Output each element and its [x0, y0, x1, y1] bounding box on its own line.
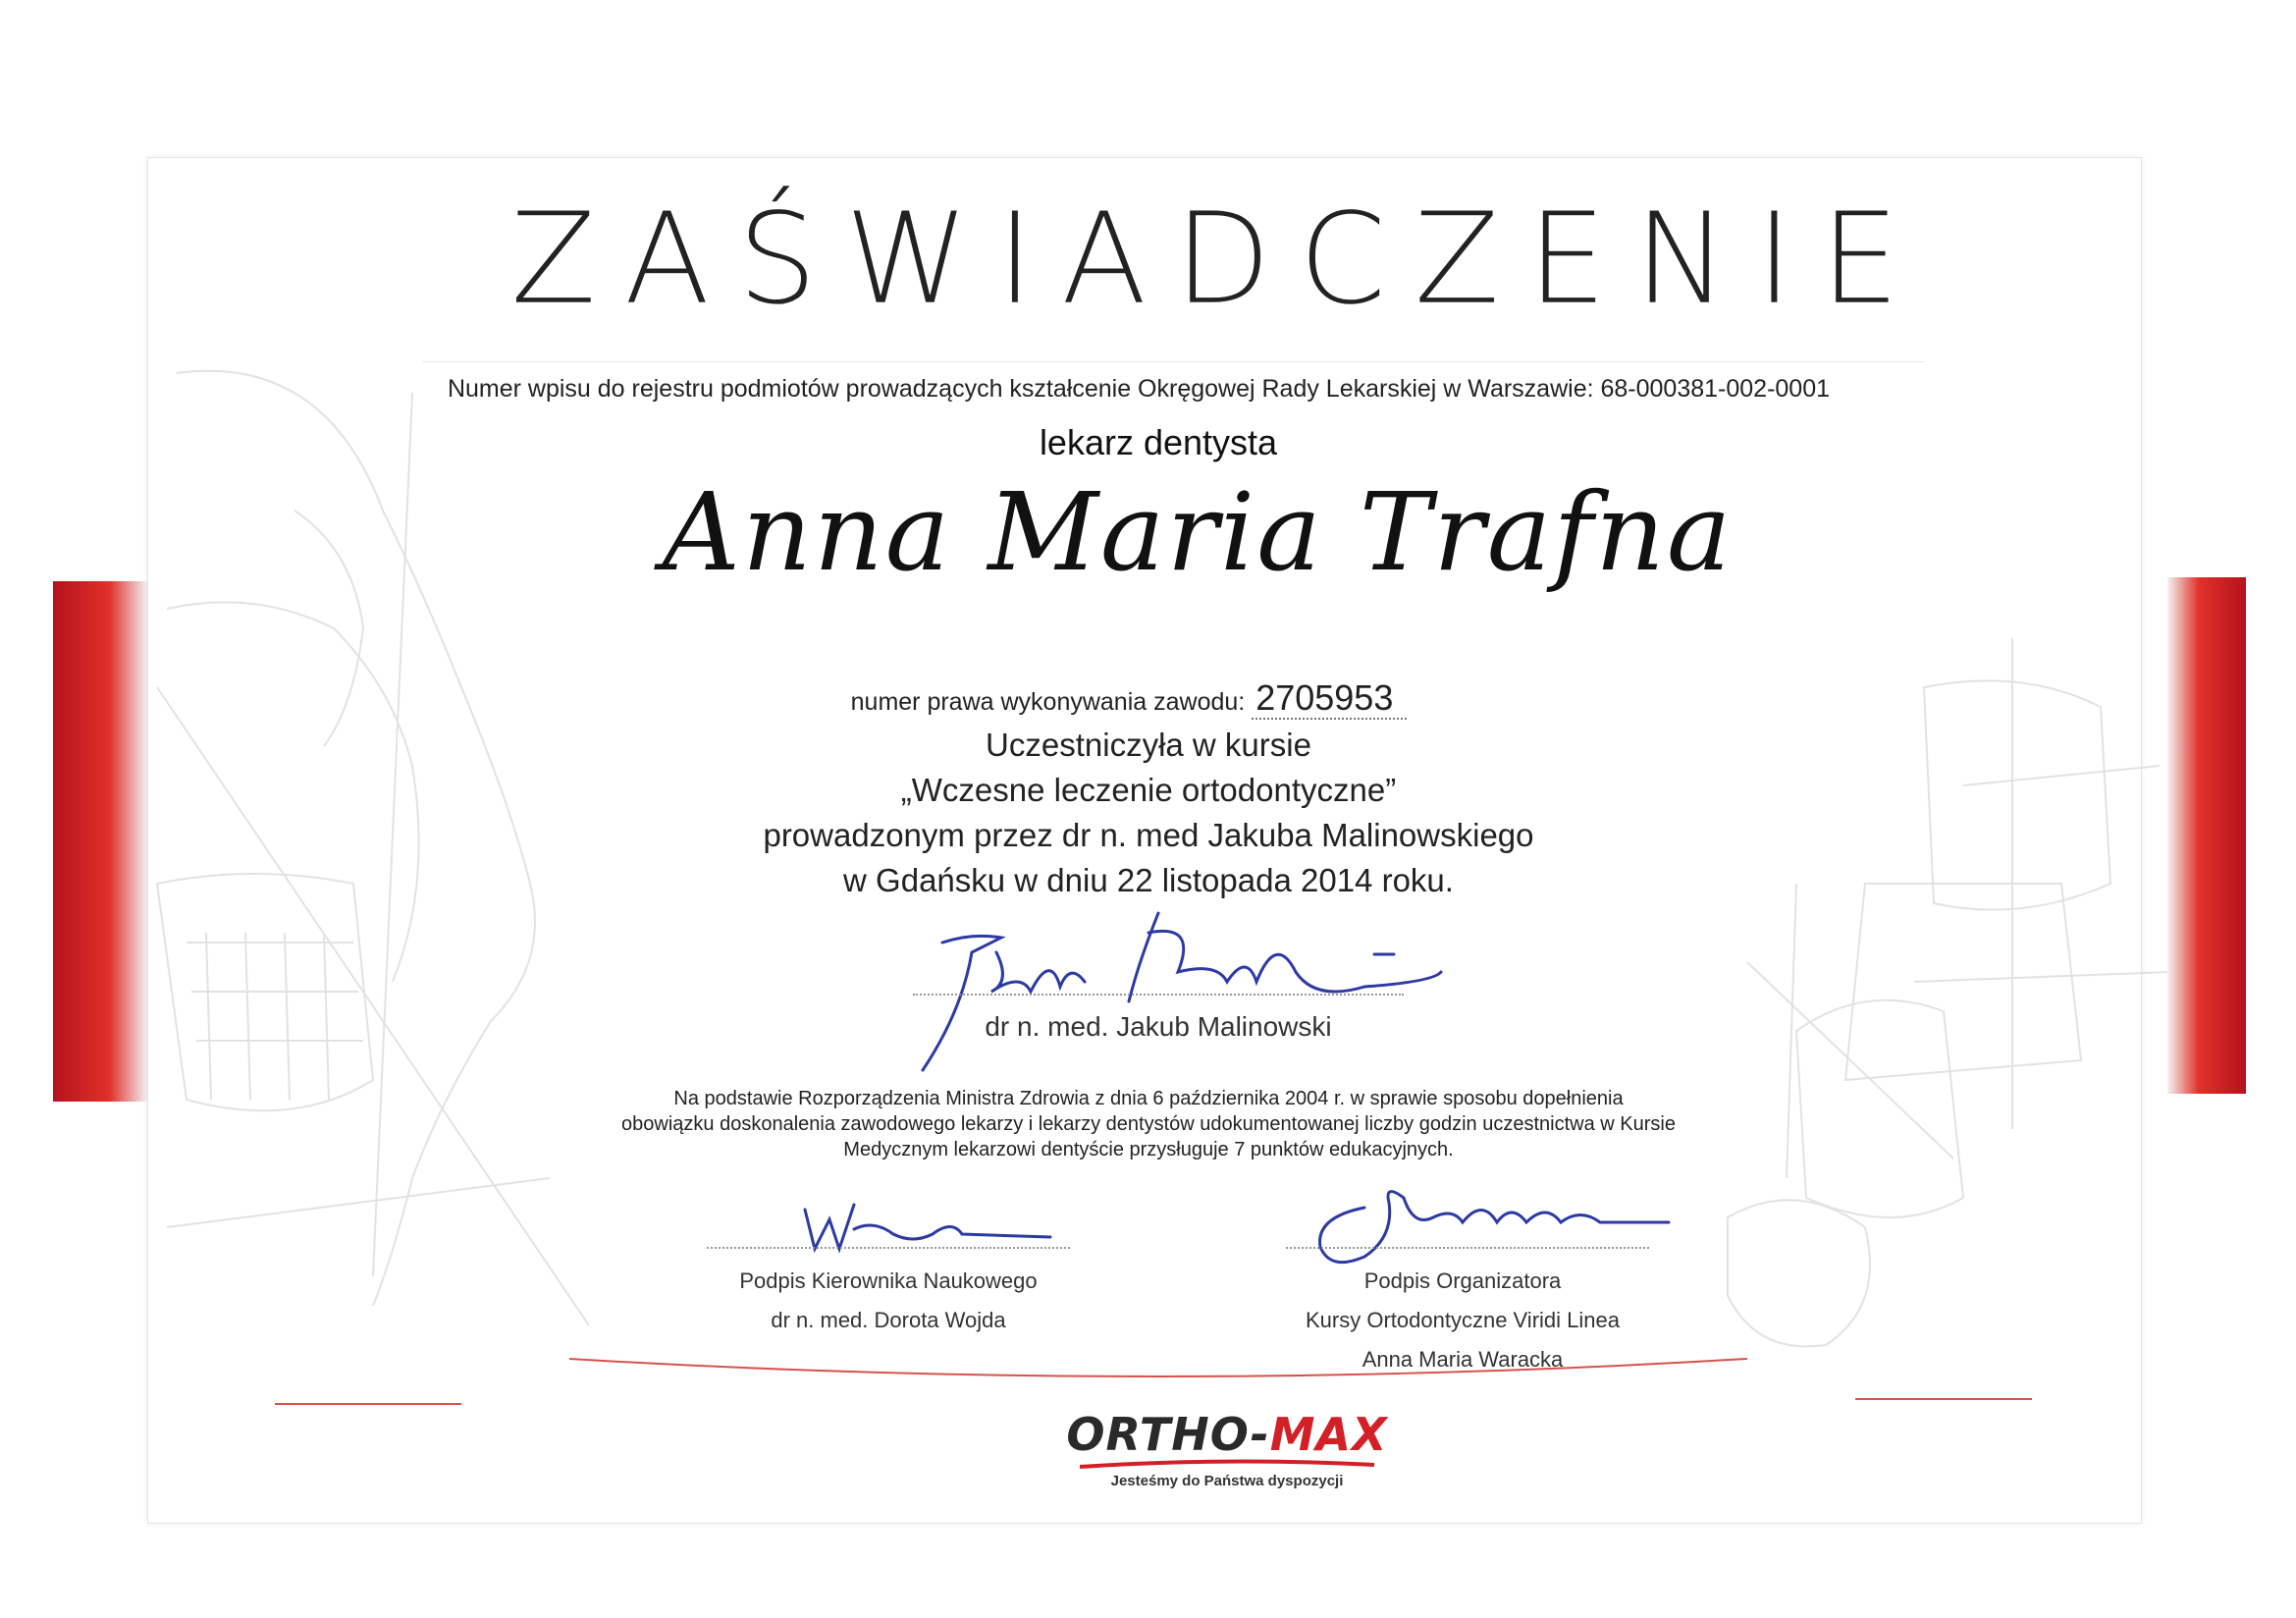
recipient-name: Anna Maria Trafna — [662, 469, 1734, 595]
register-number: Numer wpisu do rejestru podmiotów prowadzących kształcenie Okręgowej Rady Lekarskiej w Warszawie: 68-000381-002-0001 — [447, 375, 1831, 403]
legal-line-1: Na podstawie Rozporządzenia Ministra Zdrowia z dnia 6 października 2004 r. w sprawie sposobu dopełnienia — [673, 1088, 1624, 1109]
ortho-max-logo — [1031, 1408, 1423, 1461]
course-date-line: w Gdańsku w dniu 22 listopada 2014 roku. — [843, 862, 1454, 898]
instructor-signature-line — [913, 994, 1404, 996]
instructor-name: dr n. med. Jakub Malinowski — [985, 1011, 1332, 1042]
red-arc-rule — [569, 1355, 1747, 1394]
logo-swoosh — [1080, 1459, 1374, 1471]
course-line-1: Uczestniczyła w kursie — [986, 727, 1311, 763]
licence-number: 2705953 — [1252, 677, 1407, 720]
certificate-title: ZAŚWIADCZENIE — [510, 187, 1928, 333]
logo-slogan: Jesteśmy do Państwa dyspozycji — [1110, 1473, 1344, 1489]
red-band-right — [2167, 577, 2246, 1094]
licence-label: numer prawa wykonywania zawodu: — [850, 688, 1246, 716]
scientific-director-signature-line — [707, 1247, 1070, 1249]
red-rule-right — [1855, 1398, 2032, 1400]
red-rule-left — [275, 1403, 461, 1405]
organizer-role: Podpis Organizatora — [1363, 1268, 1562, 1293]
red-band-left — [53, 581, 147, 1102]
legal-line-3: Medycznym lekarzowi dentyście przysługuje 7 punktów edukacyjnych. — [843, 1139, 1454, 1160]
scientific-director-name: dr n. med. Dorota Wojda — [771, 1308, 1006, 1332]
organizer-signature-line — [1286, 1247, 1649, 1249]
title-divider — [422, 361, 1924, 362]
logo-text-ortho: ORTHO- — [1066, 1408, 1270, 1461]
logo-text-max: MAX — [1269, 1408, 1388, 1461]
course-instructor-line: prowadzonym przez dr n. med Jakuba Malinowskiego — [763, 817, 1534, 853]
legal-line-2: obowiązku doskonalenia zawodowego lekarzy i lekarzy dentystów udokumentowanej liczby godzin uczestnictwa w Kursie — [621, 1113, 1676, 1135]
instructor-signature — [903, 893, 1453, 1080]
organizer-company: Kursy Ortodontyczne Viridi Linea — [1306, 1308, 1620, 1332]
scientific-director-signature — [785, 1190, 1060, 1268]
profession: lekarz dentysta — [1039, 422, 1278, 462]
organizer-signature — [1306, 1178, 1679, 1276]
organizer-name: Anna Maria Waracka — [1362, 1347, 1564, 1372]
scientific-director-role: Podpis Kierownika Naukowego — [739, 1268, 1038, 1293]
licence-line — [687, 677, 1571, 719]
course-title: „Wczesne leczenie ortodontyczne” — [900, 772, 1397, 808]
legal-notice — [550, 1086, 1747, 1162]
